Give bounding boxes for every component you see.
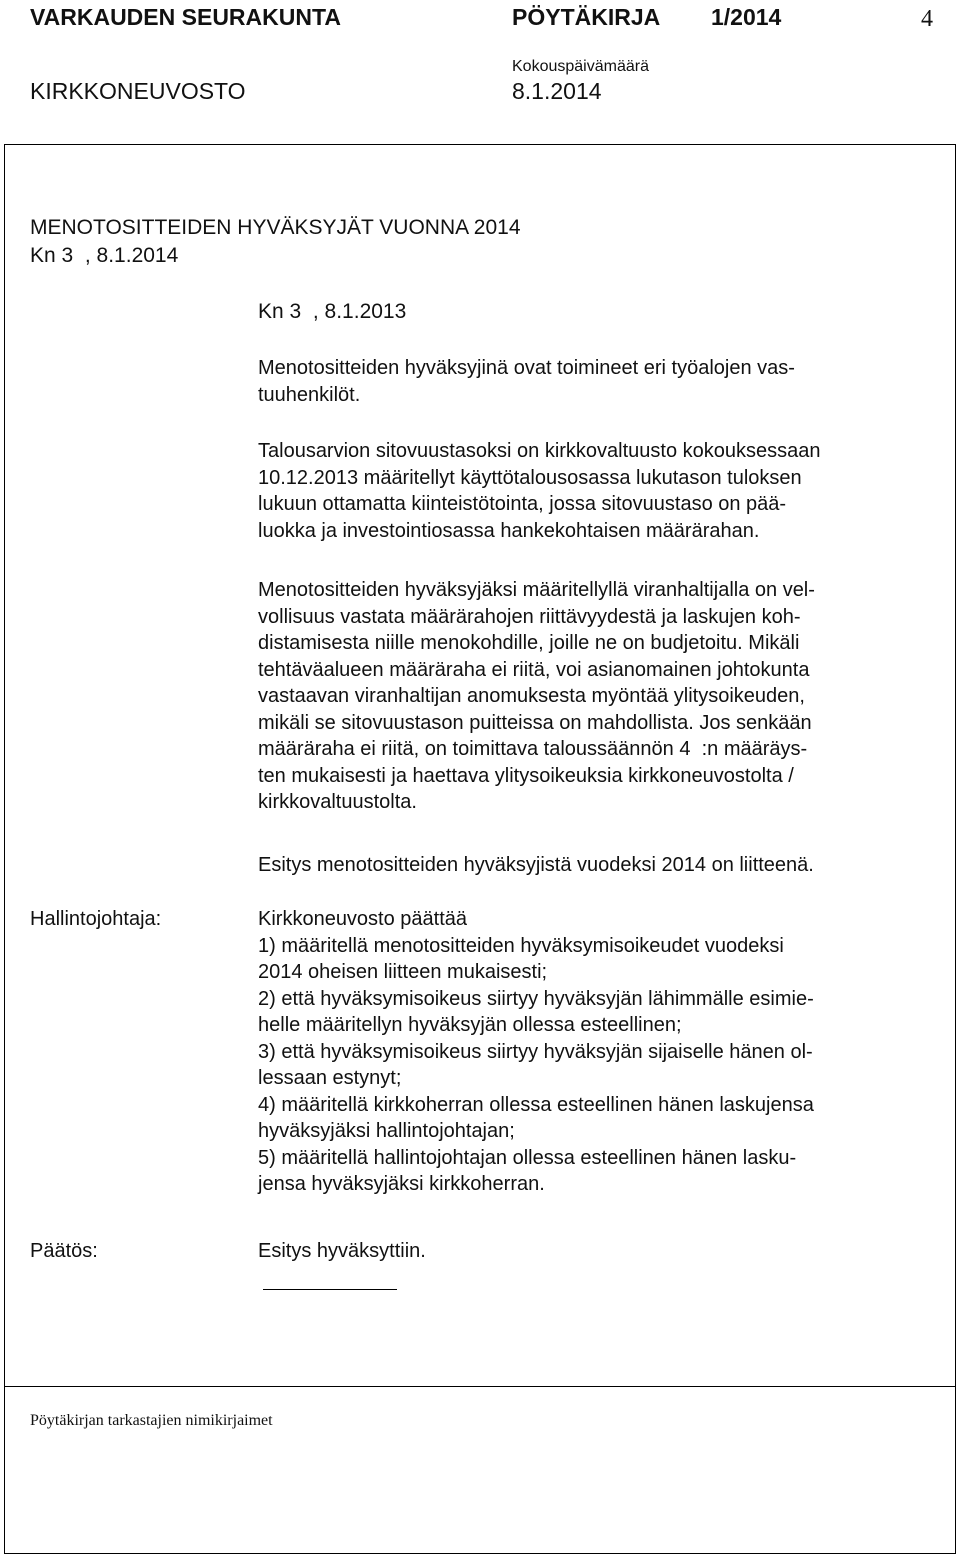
- proposal-line: 3) että hyväksymisoikeus siirtyy hyväksyjän sijaiselle hänen ol-: [258, 1040, 813, 1063]
- document-type: PÖYTÄKIRJA: [512, 4, 661, 30]
- proposal-line: hyväksyjäksi hallintojohtajan;: [258, 1120, 515, 1142]
- background-paragraph-4: Esitys menotositteiden hyväksyjistä vuodeksi 2014 on liitteenä.: [258, 854, 814, 876]
- organization-name: VARKAUDEN SEURAKUNTA: [30, 4, 341, 30]
- background-reference: Kn 3 , 8.1.2013: [258, 300, 407, 323]
- governing-body: KIRKKONEUVOSTO: [30, 78, 246, 104]
- paragraph-line: Menotositteiden hyväksyjäksi määritellyllä viranhaltijalla on vel-: [258, 579, 815, 601]
- meeting-date: 8.1.2014: [512, 78, 602, 104]
- proposal-label: Hallintojohtaja:: [30, 908, 162, 930]
- proposal-line: helle määritellyn hyväksyjän ollessa esteellinen;: [258, 1014, 682, 1036]
- section-reference: Kn 3 , 8.1.2014: [30, 244, 179, 267]
- document-number: 1/2014: [711, 4, 782, 30]
- paragraph-line: Talousarvion sitovuustasoksi on kirkkovaltuusto kokouksessaan: [258, 440, 821, 462]
- paragraph-line: kirkkovaltuustolta.: [258, 791, 417, 813]
- proposal-line: lessaan estynyt;: [258, 1067, 402, 1089]
- proposal-line: 2) että hyväksymisoikeus siirtyy hyväksyjän lähimmälle esimie-: [258, 987, 814, 1010]
- background-paragraph-1: [258, 355, 795, 408]
- paragraph-line: määräraha ei riitä, on toimittava taloussäännön 4 :n määräys-: [258, 738, 808, 760]
- decision-text: Esitys hyväksyttiin.: [258, 1240, 426, 1262]
- paragraph-line: vastaavan viranhaltijan anomuksesta myöntää ylitysoikeuden,: [258, 685, 805, 707]
- background-paragraph-2: [258, 438, 821, 544]
- proposal-line: jensa hyväksyjäksi kirkkoherran.: [258, 1173, 545, 1195]
- paragraph-line: ten mukaisesti ja haettava ylitysoikeuksia kirkkoneuvostolta /: [258, 764, 794, 787]
- paragraph-line: Menotositteiden hyväksyjinä ovat toimineet eri työalojen vas-: [258, 357, 795, 379]
- signatures-label: Pöytäkirjan tarkastajien nimikirjaimet: [30, 1412, 273, 1429]
- paragraph-line: tehtäväalueen määräraha ei riitä, voi asianomainen johtokunta: [258, 658, 810, 681]
- paragraph-line: tuuhenkilöt.: [258, 383, 361, 406]
- proposal-line: 5) määritellä hallintojohtajan ollessa esteellinen hänen lasku-: [258, 1146, 797, 1169]
- proposal-line: 4) määritellä kirkkoherran ollessa esteellinen hänen laskujensa: [258, 1093, 814, 1116]
- proposal-line: 2014 oheisen liitteen mukaisesti;: [258, 961, 548, 983]
- proposal-text: [258, 906, 814, 1198]
- paragraph-line: vollisuus vastata määrärahojen riittävyydestä ja laskujen koh-: [258, 605, 801, 628]
- paragraph-line: 10.12.2013 määritellyt käyttötalousosassa lukutason tuloksen: [258, 466, 802, 489]
- section-heading: MENOTOSITTEIDEN HYVÄKSYJÄT VUONNA 2014: [30, 216, 521, 239]
- background-paragraph-3: [258, 577, 815, 816]
- meeting-date-label: Kokouspäivämäärä: [512, 58, 649, 75]
- proposal-line: Kirkkoneuvosto päättää: [258, 908, 468, 930]
- paragraph-line: luokka ja investointiosassa hankekohtaisen määrärahan.: [258, 519, 760, 542]
- footer-divider: [4, 1386, 956, 1387]
- paragraph-line: lukuun ottamatta kiinteistötointa, jossa sitovuustaso on pää-: [258, 493, 787, 515]
- proposal-line: 1) määritellä menotositteiden hyväksymisoikeudet vuodeksi: [258, 934, 784, 957]
- paragraph-line: mikäli se sitovuustason puitteissa on mahdollista. Jos senkään: [258, 711, 812, 734]
- decision-label: Päätös:: [30, 1240, 98, 1262]
- paragraph-line: distamisesta niille menokohdille, joille ne on budjetoitu. Mikäli: [258, 632, 800, 654]
- page-number: 4: [921, 6, 933, 32]
- end-rule: [263, 1289, 397, 1290]
